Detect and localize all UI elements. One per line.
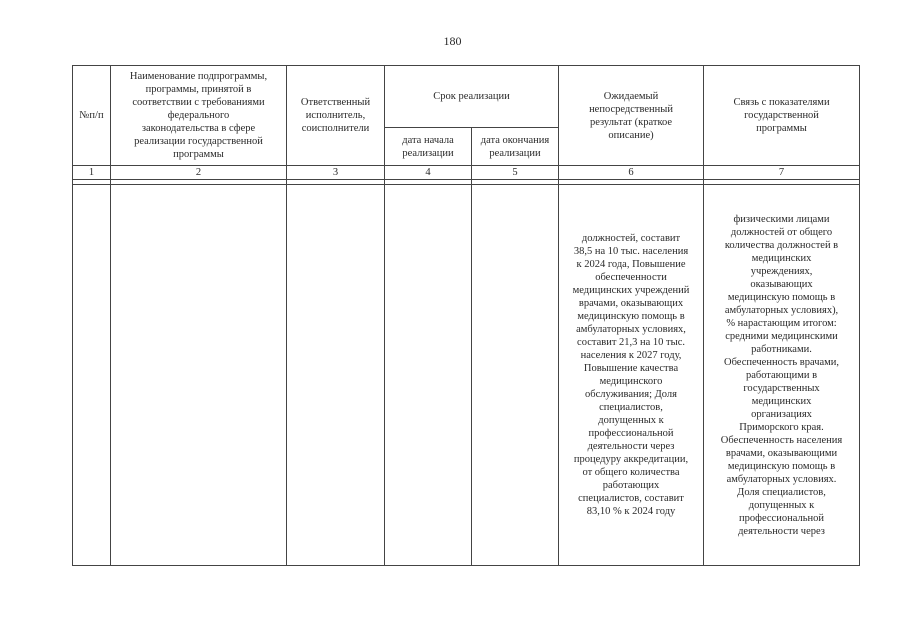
header-col-end: дата окончания реализации <box>472 128 559 166</box>
header-col-start: дата начала реализации <box>385 128 472 166</box>
cell-end <box>472 185 559 566</box>
column-number: 4 <box>385 166 472 180</box>
header-row <box>73 66 860 128</box>
program-table <box>72 65 860 566</box>
header-col-link: Связь с показателями государственной программы <box>704 66 860 166</box>
header-col-no: №п/п <box>73 66 111 166</box>
table-row <box>73 185 860 566</box>
cell-executor <box>287 185 385 566</box>
column-number: 2 <box>111 166 287 180</box>
cell-link: физическими лицами должностей от общего количества должностей в медицинских учреждениях, оказывающих медицинскую помощь в амбулаторных условиях), % нарастающим итогом: средними медицинскими работниками. Обеспеченность врачами, работающими в государственных медицинских организациях Приморского края. Обеспеченность населения врачами, оказывающими медицинскую помощь в амбулаторных условиях. Доля специалистов, допущенных к профессиональной деятельности через <box>704 185 860 566</box>
column-number: 7 <box>704 166 860 180</box>
cell-start <box>385 185 472 566</box>
header-col-executor: Ответственный исполнитель, соисполнители <box>287 66 385 166</box>
column-number: 1 <box>73 166 111 180</box>
column-numbers-row <box>73 166 860 180</box>
column-number: 6 <box>559 166 704 180</box>
cell-result: должностей, составит 38,5 на 10 тыс. населения к 2024 года, Повышение обеспеченности медицинских учреждений врачами, оказывающих медицинскую помощь в амбулаторных условиях, составит 21,3 на 10 тыс. населения к 2027 году, Повышение качества медицинского обслуживания; Доля специалистов, допущенных к профессиональной деятельности через процедуру аккредитации, от общего количества работающих специалистов, составит 83,10 % к 2024 году <box>559 185 704 566</box>
header-col-result: Ожидаемый непосредственный результат (краткое описание) <box>559 66 704 166</box>
header-col-name: Наименование подпрограммы, программы, принятой в соответствии с требованиями федерального законодательства в сфере реализации государственной программы <box>111 66 287 166</box>
column-number: 3 <box>287 166 385 180</box>
page-number: 180 <box>443 34 462 48</box>
header-col-period: Срок реализации <box>385 66 559 128</box>
cell-no <box>73 185 111 566</box>
cell-name <box>111 185 287 566</box>
column-number: 5 <box>472 166 559 180</box>
